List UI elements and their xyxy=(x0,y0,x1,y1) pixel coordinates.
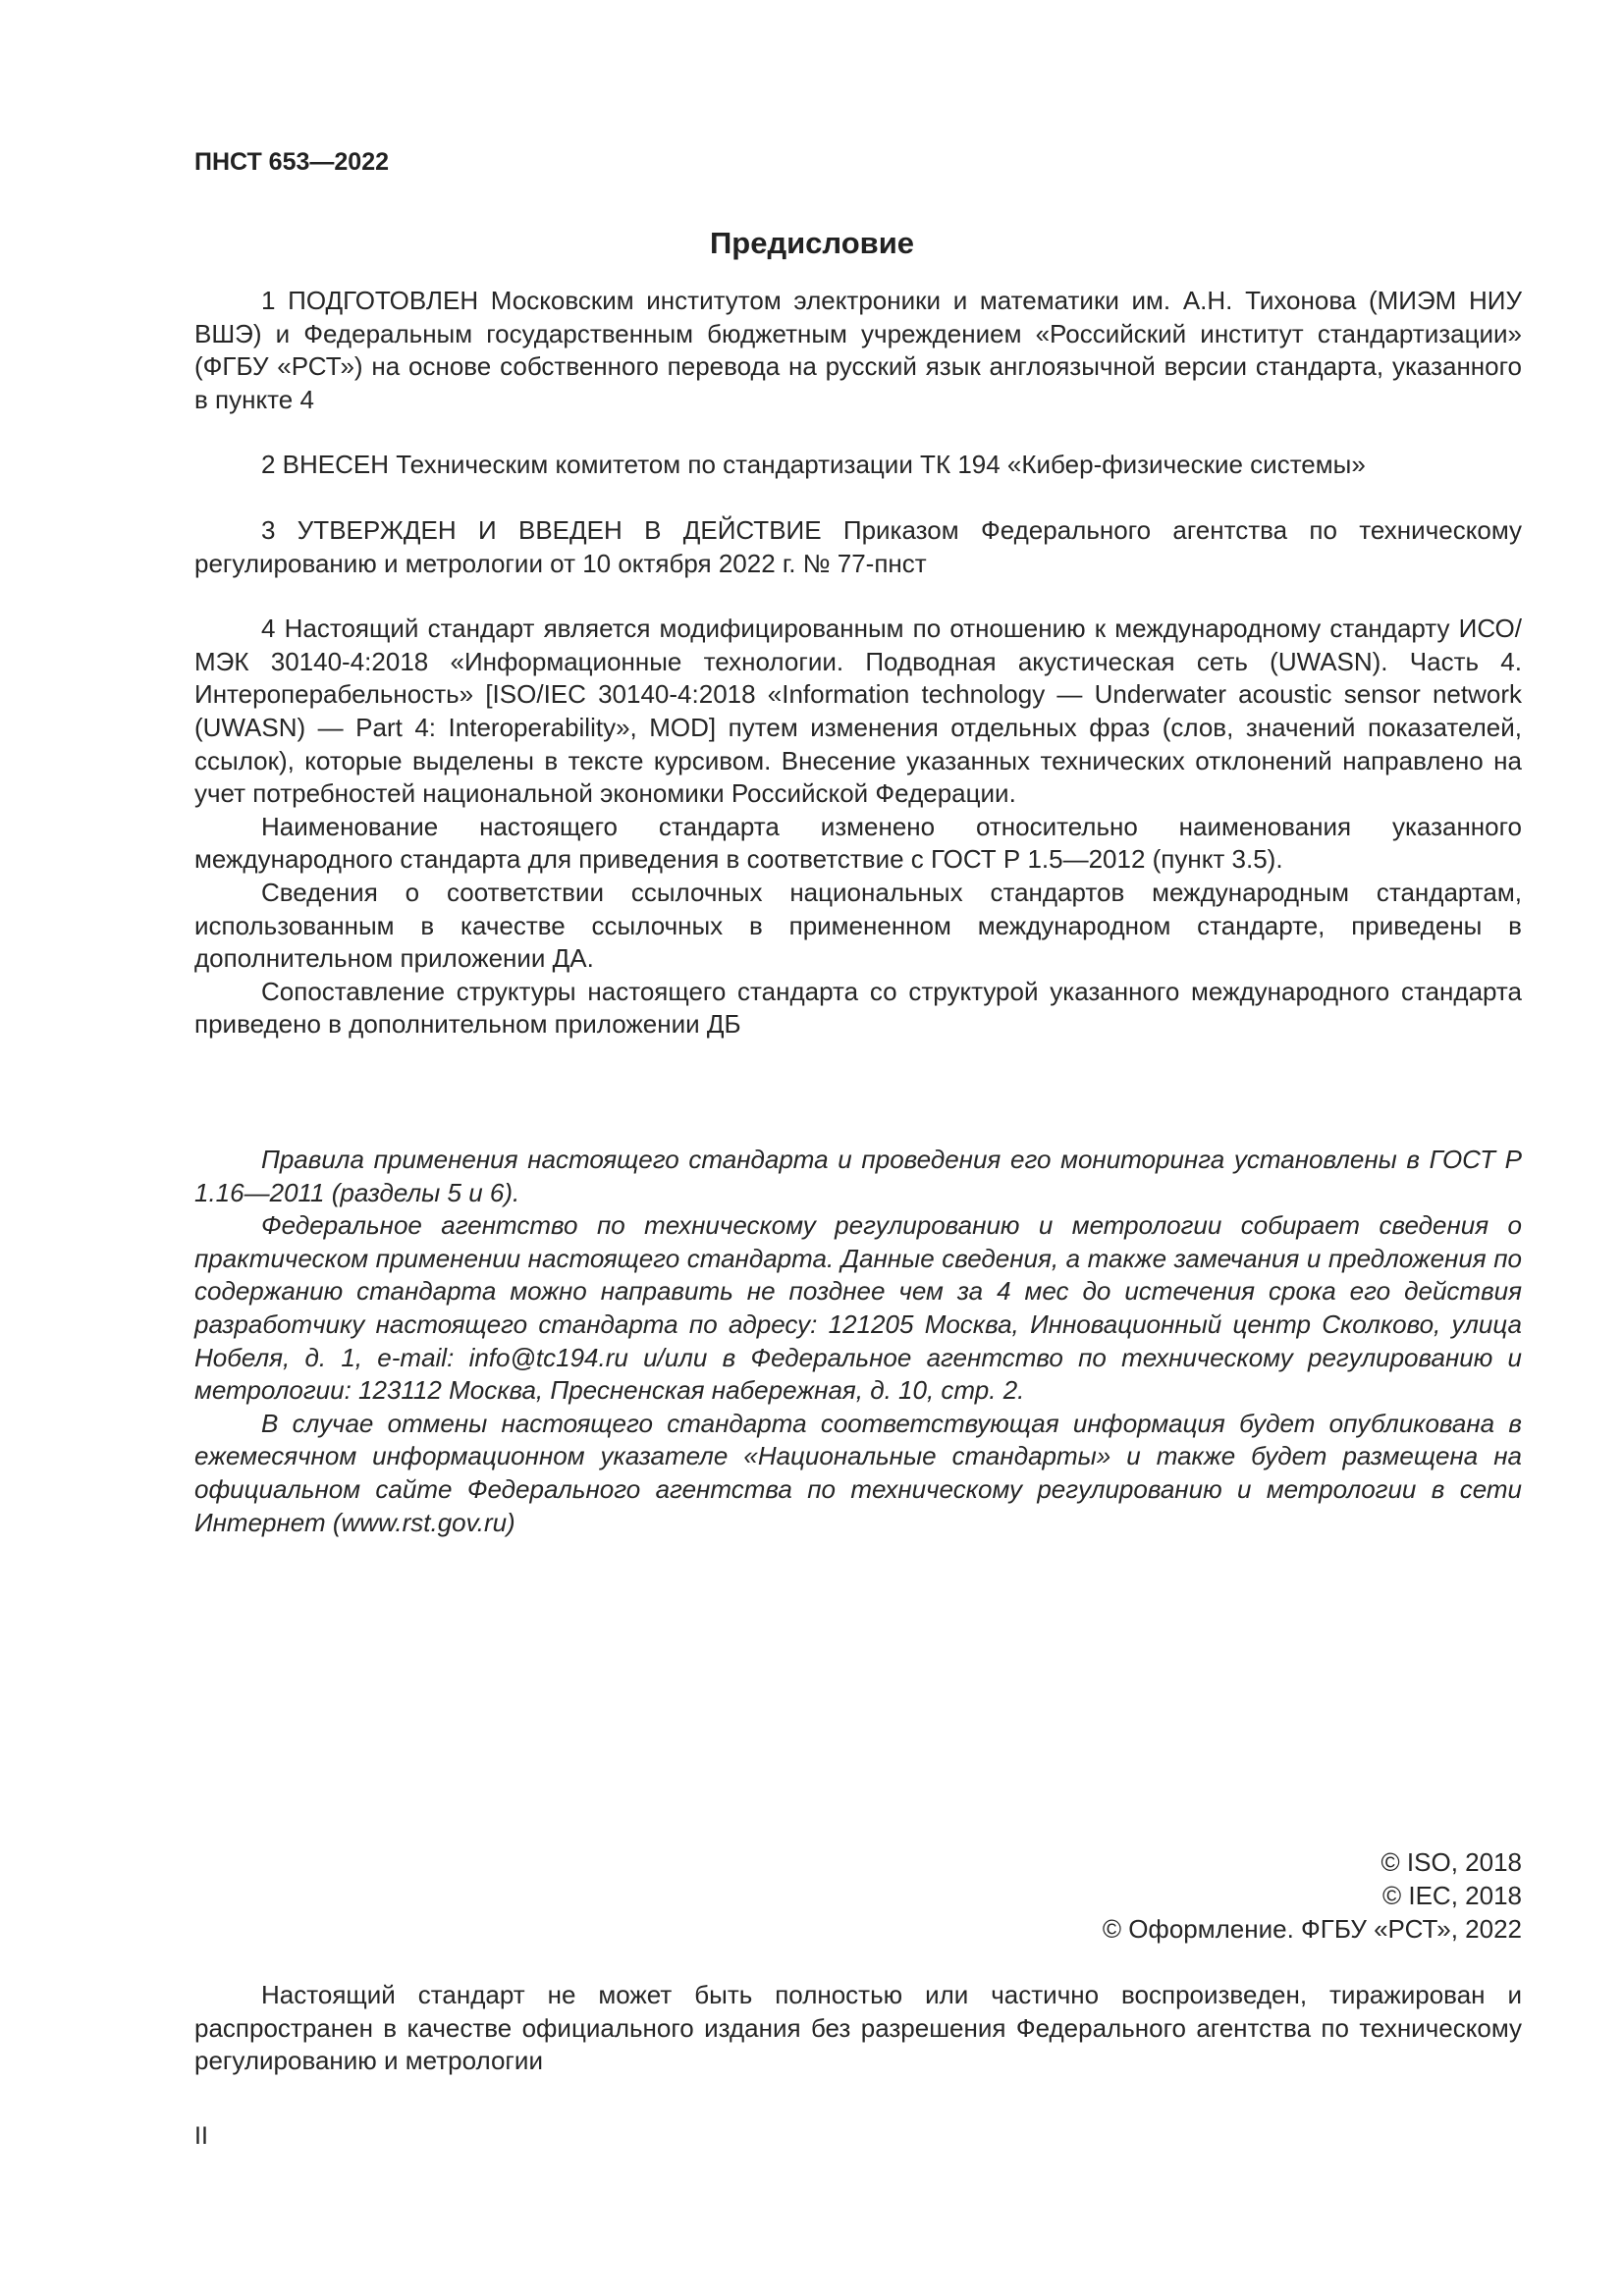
section-4-references: Сведения о соответствии ссылочных национальных стандартов международным стандартам, использованным в качестве ссылочных в примененном международном стандарте, приведены в дополнительном приложении ДА. xyxy=(194,877,1522,974)
copyright-iso: © ISO, 2018 xyxy=(1380,1847,1522,1877)
notice-text: Настоящий стандарт не может быть полностью или частично воспроизведен, тиражирован и распространен в качестве официального издания без разрешения Федерального агентства по техническому регулированию и метрологии xyxy=(194,1980,1522,2076)
section-3: 3 УТВЕРЖДЕН И ВВЕДЕН В ДЕЙСТВИЕ Приказом Федерального агентства по техническому регулированию и метрологии от 10 октября 2022 г. № 77-пнст xyxy=(194,514,1522,578)
copyright-rst: © Оформление. ФГБУ «РСТ», 2022 xyxy=(1102,1914,1522,1944)
section-4: 4 Настоящий стандарт является модифицированным по отношению к международному стандарту ИСО/МЭК 30140-4:2018 «Информационные технологии. Подводная акустическая сеть (UWASN). Часть 4. Интероперабельность» [ISO/IEC 30140-4:2018 «Information technology — Underwater acoustic sensor network (UWASN) — Part 4: Interoperability», MOD] путем изменения отдельных фраз (слов, значений показателей, ссылок), которые выделены в тексте курсивом. Внесение указанных технических отклонений направлено на учет потребностей национальной экономики Российской Федерации. xyxy=(194,614,1522,809)
rules-note: Правила применения настоящего стандарта и проведения его мониторинга установлены в ГОСТ Р 1.16—2011 (разделы 5 и 6). xyxy=(194,1145,1522,1207)
section-1: 1 ПОДГОТОВЛЕН Московским институтом электроники и математики им. А.Н. Тихонова (МИЭМ НИУ ВШЭ) и Федеральным государственным бюджетным учреждением «Российский институт стандартизации» (ФГБУ «РСТ») на основе собственного перевода на русский язык англоязычной версии стандарта, указанного в пункте 4 xyxy=(194,286,1522,414)
page-title: Предисловие xyxy=(709,226,914,260)
section-4-structure: Сопоставление структуры настоящего стандарта со структурой указанного международного стандарта приведено в дополнительном приложении ДБ xyxy=(194,976,1522,1040)
feedback-note: Федеральное агентство по техническому регулированию и метрологии собирает сведения о практическом применении настоящего стандарта. Данные сведения, а также замечания и предложения по содержанию стандарта можно направить не позднее чем за 4 мес до истечения срока его действия разработчику настоящего стандарта по адресу: 121205 Москва, Инновационный центр Сколково, улица Нобеля, д. 1, e-mail: info@tc194.ru и/или в Федеральное агентство по техническому регулированию и метрологии: 123112 Москва, Пресненская набережная, д. 10, стр. 2. xyxy=(194,1210,1522,1406)
section-4-name-change: Наименование настоящего стандарта изменено относительно наименования указанного международного стандарта для приведения в соответствие с ГОСТ Р 1.5—2012 (пункт 3.5). xyxy=(194,811,1522,875)
preface-sections xyxy=(194,285,1522,1041)
cancellation-note: В случае отмены настоящего стандарта соответствующая информация будет опубликована в ежемесячном информационном указателе «Национальные стандарты» и также будет размещена на официальном сайте Федерального агентства по техническому регулированию и метрологии в сети Интернет (www.rst.gov.ru) xyxy=(194,1408,1522,1537)
application-rules xyxy=(194,1144,1522,1539)
section-2: 2 ВНЕСЕН Техническим комитетом по стандартизации ТК 194 «Кибер-физические системы» xyxy=(261,450,1366,480)
page-number: II xyxy=(194,2122,208,2150)
reproduction-notice xyxy=(194,1979,1522,2078)
copyright-iec: © IEC, 2018 xyxy=(1381,1881,1522,1910)
document-id: ПНСТ 653—2022 xyxy=(194,148,389,176)
copyright-block xyxy=(1103,1845,1522,1946)
